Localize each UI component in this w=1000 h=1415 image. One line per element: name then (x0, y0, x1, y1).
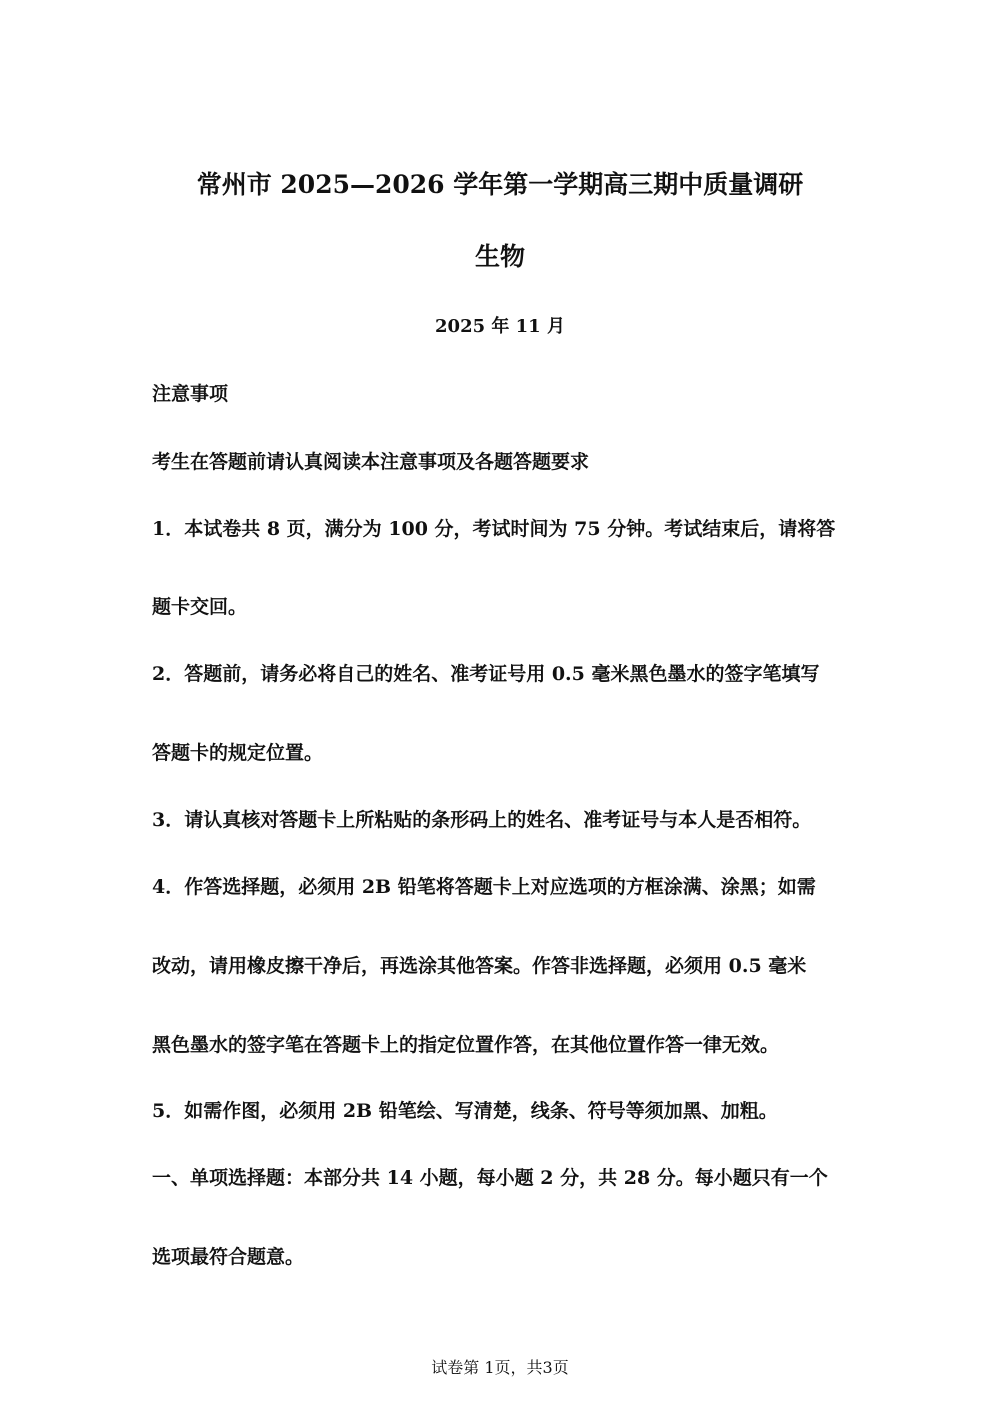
page-footer: 试卷第 1页，共3页 (431, 1358, 569, 1377)
notice-intro: 考生在答题前请认真阅读本注意事项及各题答题要求 (152, 451, 590, 473)
notice-line: 1．本试卷共 8 页，满分为 100 分，考试时间为 75 分钟。考试结束后，请将答 (152, 518, 836, 540)
notice-line: 2．答题前，请务必将自己的姓名、准考证号用 0.5 毫米黑色墨水的签字笔填写 (152, 663, 820, 685)
notice-line: 3．请认真核对答题卡上所粘贴的条形码上的姓名、准考证号与本人是否相符。 (152, 809, 812, 831)
section-heading-cont: 选项最符合题意。 (152, 1246, 305, 1268)
document-title: 常州市 2025—2026 学年第一学期高三期中质量调研 (196, 170, 804, 199)
notice-line: 5．如需作图，必须用 2B 铅笔绘、写清楚，线条、符号等须加黑、加粗。 (152, 1100, 778, 1122)
notice-line: 答题卡的规定位置。 (152, 742, 324, 764)
subject-title: 生物 (474, 242, 525, 271)
notice-line: 黑色墨水的签字笔在答题卡上的指定位置作答，在其他位置作答一律无效。 (152, 1034, 780, 1056)
notice-line: 4．作答选择题，必须用 2B 铅笔将答题卡上对应选项的方框涂满、涂黑；如需 (152, 876, 816, 898)
notice-line: 题卡交回。 (152, 596, 248, 618)
exam-date: 2025 年 11 月 (435, 316, 565, 337)
section-heading: 一、单项选择题：本部分共 14 小题，每小题 2 分，共 28 分。每小题只有一个 (152, 1167, 828, 1189)
notice-heading: 注意事项 (152, 383, 229, 405)
notice-line: 改动，请用橡皮擦干净后，再选涂其他答案。作答非选择题，必须用 0.5 毫米 (152, 955, 807, 977)
